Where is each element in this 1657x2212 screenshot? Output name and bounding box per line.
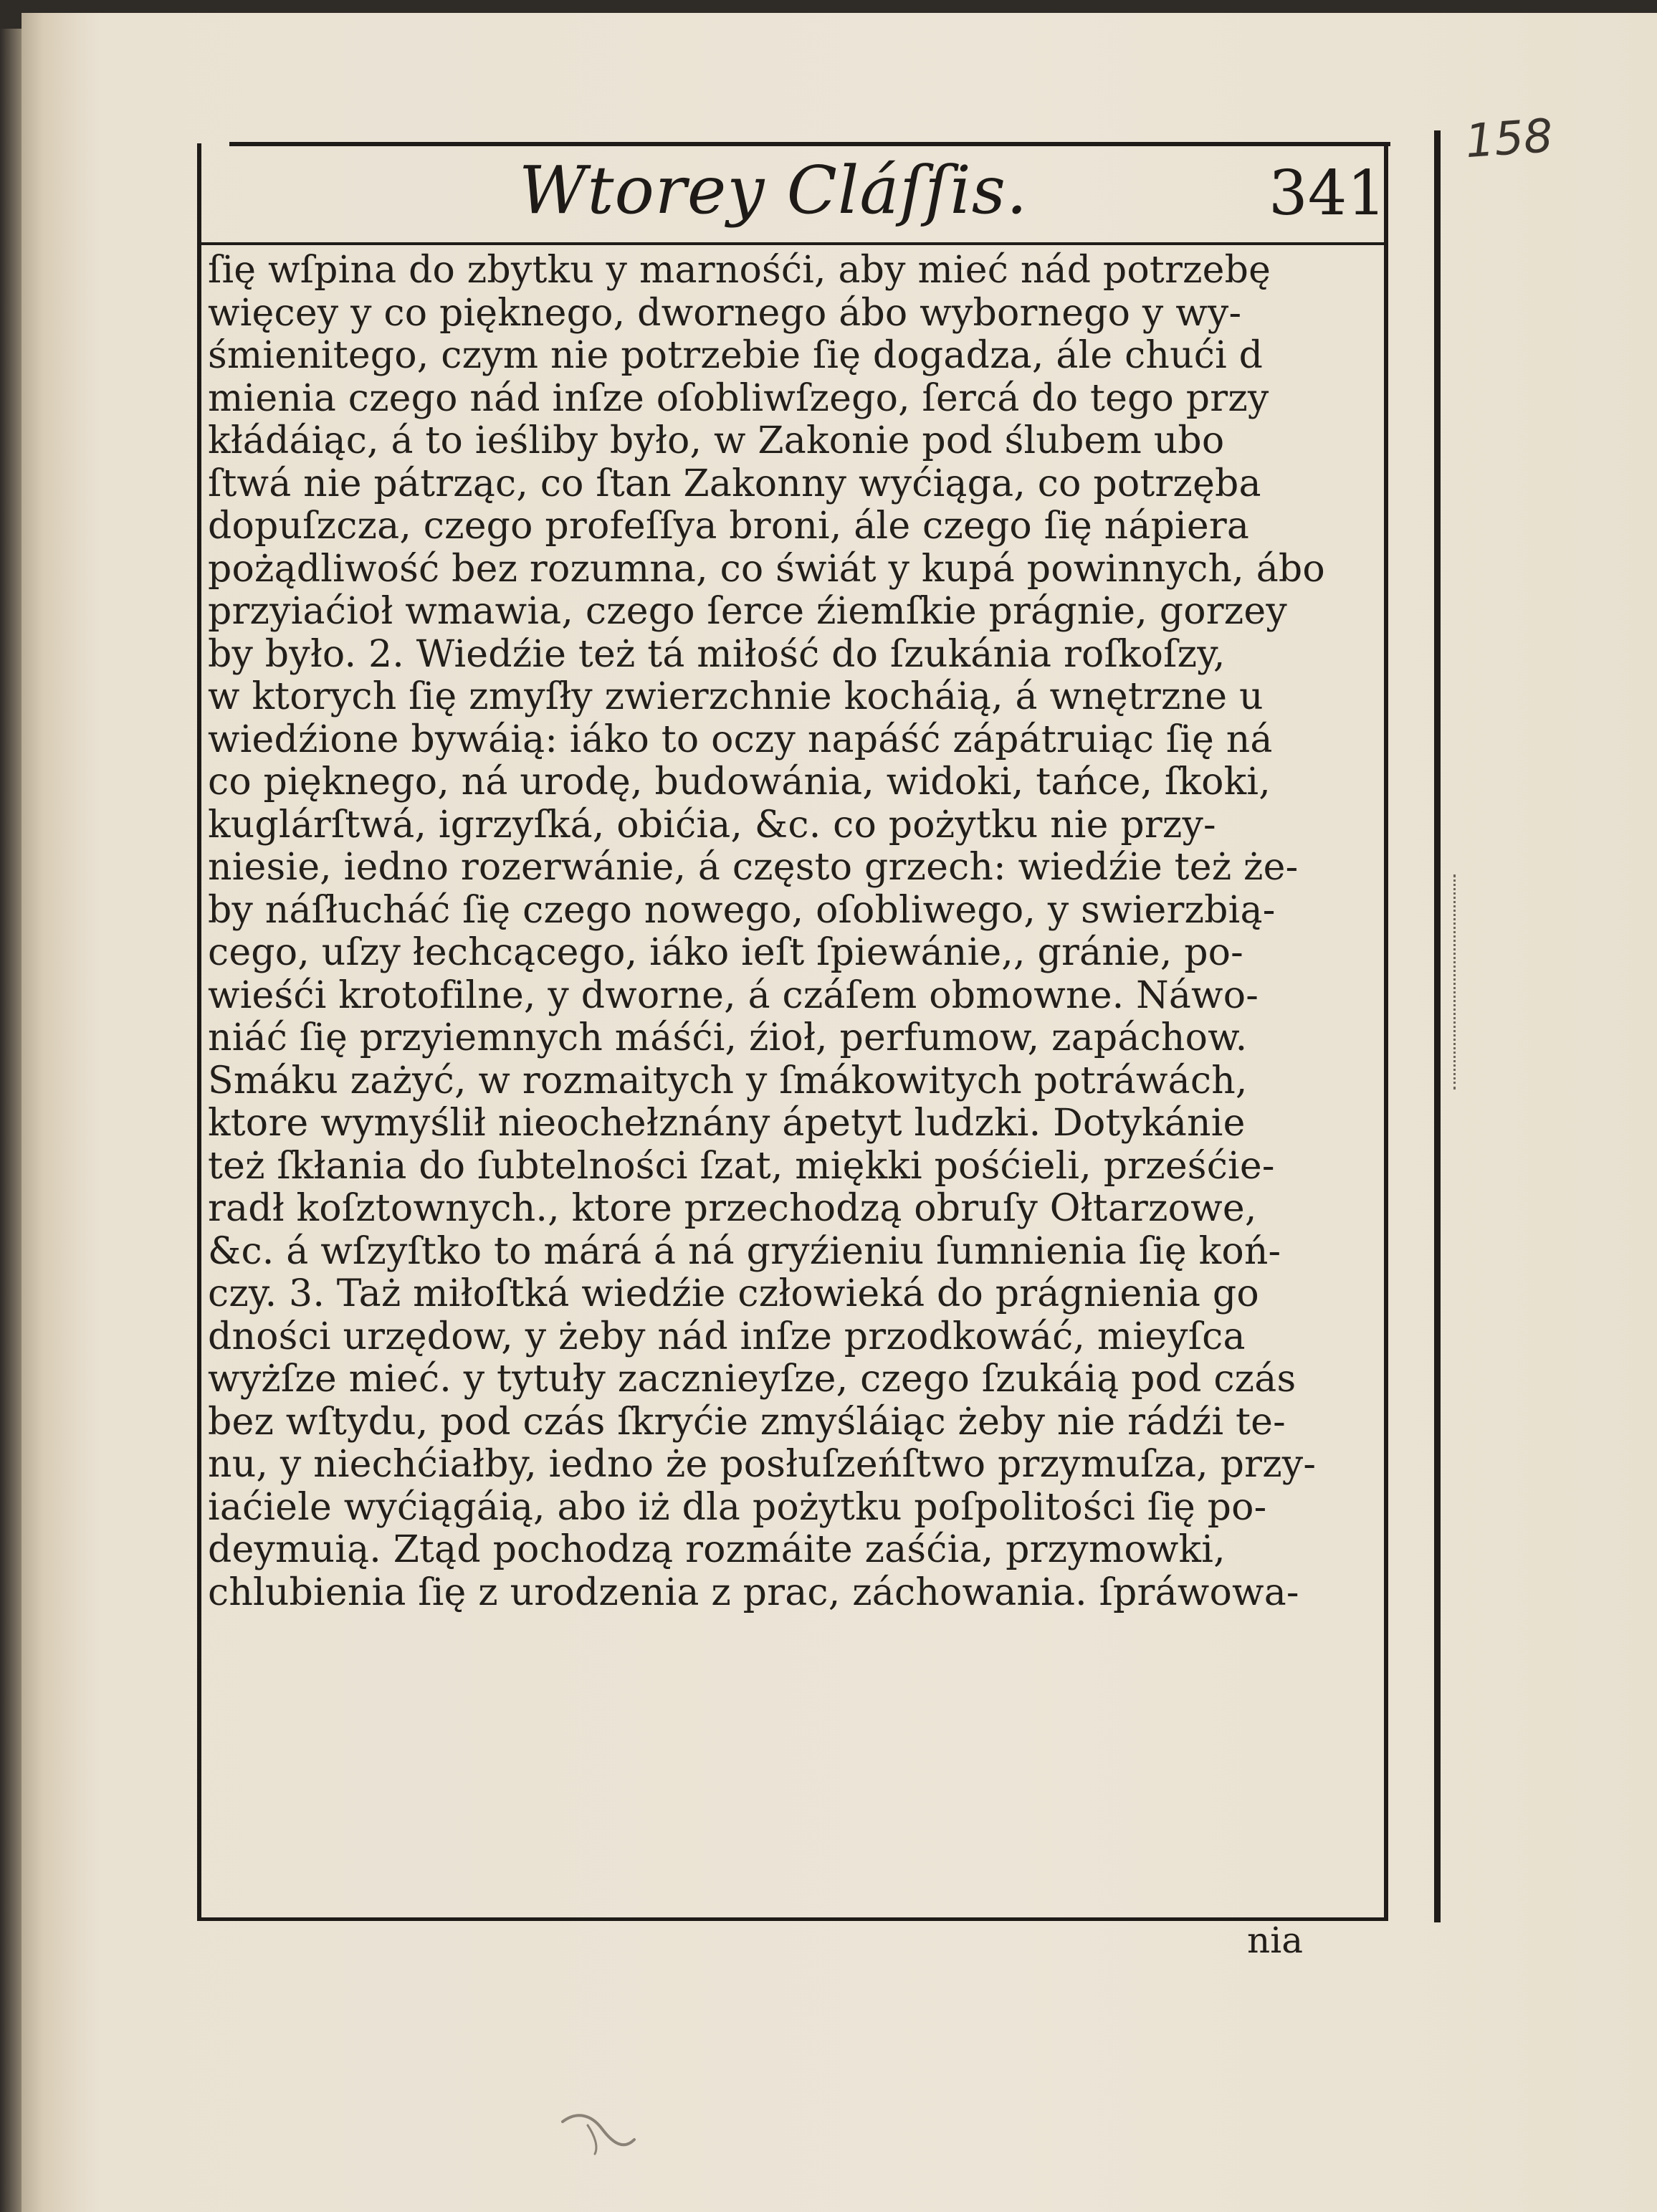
text-line: radł koſztownych., ktore przechodzą obruſy Ołtarzowe, (208, 1188, 1257, 1230)
page-gutter (22, 13, 77, 2212)
text-line: mienia czego nád inſze oſobliwſzego, ſercá do tego przy (208, 377, 1269, 420)
catchword: nia (1247, 1920, 1304, 1961)
outer-right-rule (1434, 130, 1441, 1922)
text-line: w ktorych ſię zmyſły zwierzchnie kocháią, á wnętrzne u (208, 676, 1264, 718)
text-line: przyiaćioł wmawia, czego ſerce źiemſkie prágnie, gorzey (208, 591, 1287, 633)
text-line: śmienitego, czym nie potrzebie ſię dogadza, ále chući d (208, 335, 1264, 377)
header-rule (201, 242, 1384, 245)
text-line: ſtwá nie pátrząc, co ſtan Zakonny wyćiąga, co potrzęba (208, 462, 1261, 505)
text-line: iaćiele wyćiągáią, abo iż dla pożytku poſpolitości ſię po- (208, 1486, 1267, 1529)
text-line: by náſłucháć ſię czego nowego, oſobliwego, y swierzbią- (208, 889, 1276, 932)
text-line: bez wſtydu, pod czás ſkryćie zmyśláiąc żeby nie rádźi te- (208, 1401, 1286, 1444)
margin-dotted-mark (1453, 874, 1463, 1090)
text-line: Smáku zażyć, w rozmaitych y ſmákowitych potráwách, (208, 1059, 1248, 1102)
text-line: wyżſze mieć. y tytuły zacznieyſze, czego ſzukáią pod czás (208, 1358, 1297, 1401)
previous-page-edge (0, 29, 22, 2212)
text-line: co pięknego, ná urodę, budowánia, widoki, tańce, ſkoki, (208, 761, 1271, 804)
text-line: &c. á wſzyſtko to márá á ná gryźieniu ſumnienia ſię koń- (208, 1230, 1281, 1273)
text-line: więcey y co pięknego, dwornego ábo wybornego y wy- (208, 292, 1242, 335)
text-line: dności urzędow, y żeby nád inſze przodkowáć, mieyſca (208, 1315, 1246, 1358)
text-line: wieśći krotofilne, y dworne, á czáſem obmowne. Náwo- (208, 974, 1259, 1017)
text-line: niáć ſię przyiemnych máśći, źioł, perfumow, zapáchow. (208, 1017, 1248, 1059)
running-title: Wtorey Cláſſis. (519, 152, 1028, 229)
text-line: kuglárſtwá, igrzyſká, obićia, &c. co pożytku nie przy- (208, 804, 1216, 847)
text-line: ſię wſpina do zbytku y marnośći, aby mieć nád potrzebę (208, 249, 1271, 292)
frame-top-rule (229, 142, 1390, 146)
text-line: ktore wymyślił nieochełznány ápetyt ludzki. Dotykánie (208, 1102, 1246, 1145)
text-line: by było. 2. Wiedźie też tá miłość do ſzukánia roſkoſzy, (208, 633, 1226, 676)
text-line: pożądliwość bez rozumna, co świát y kupá powinnych, ábo (208, 548, 1325, 591)
text-line: wiedźione bywáią: iáko to oczy napáść zápátruiąc ſię ná (208, 718, 1273, 761)
text-line: chlubienia ſię z urodzenia z prac, záchowania. ſpráwowa- (208, 1571, 1299, 1614)
text-line: też ſkłania do ſubtelności ſzat, miękki pośćieli, prześćie- (208, 1145, 1275, 1188)
body-text (208, 249, 1383, 1887)
text-line: niesie, iedno rozerwánie, á często grzech: wiedźie też że- (208, 847, 1299, 889)
text-line: nu, y niechćiałby, iedno że posłuſzeńſtwo przymuſza, przy- (208, 1444, 1317, 1486)
page-number: 341 (1269, 158, 1387, 229)
text-line: czy. 3. Taż miłoſtká wiedźie człowieká do prágnienia go (208, 1273, 1259, 1315)
handwritten-folio-number: 158 (1463, 109, 1555, 169)
text-line: dopuſzcza, czego profeſſya broni, ále czego ſię nápiera (208, 505, 1250, 548)
text-line: kłádáiąc, á to ieśliby było, w Zakonie pod ślubem ubo (208, 420, 1225, 462)
text-line: deymuią. Ztąd pochodzą rozmáite zaśćia, przymowki, (208, 1529, 1226, 1571)
text-line: cego, uſzy łechcącego, iáko ieſt ſpiewánie,, gránie, po- (208, 932, 1243, 974)
pencil-scrawl-mark (559, 2107, 638, 2158)
